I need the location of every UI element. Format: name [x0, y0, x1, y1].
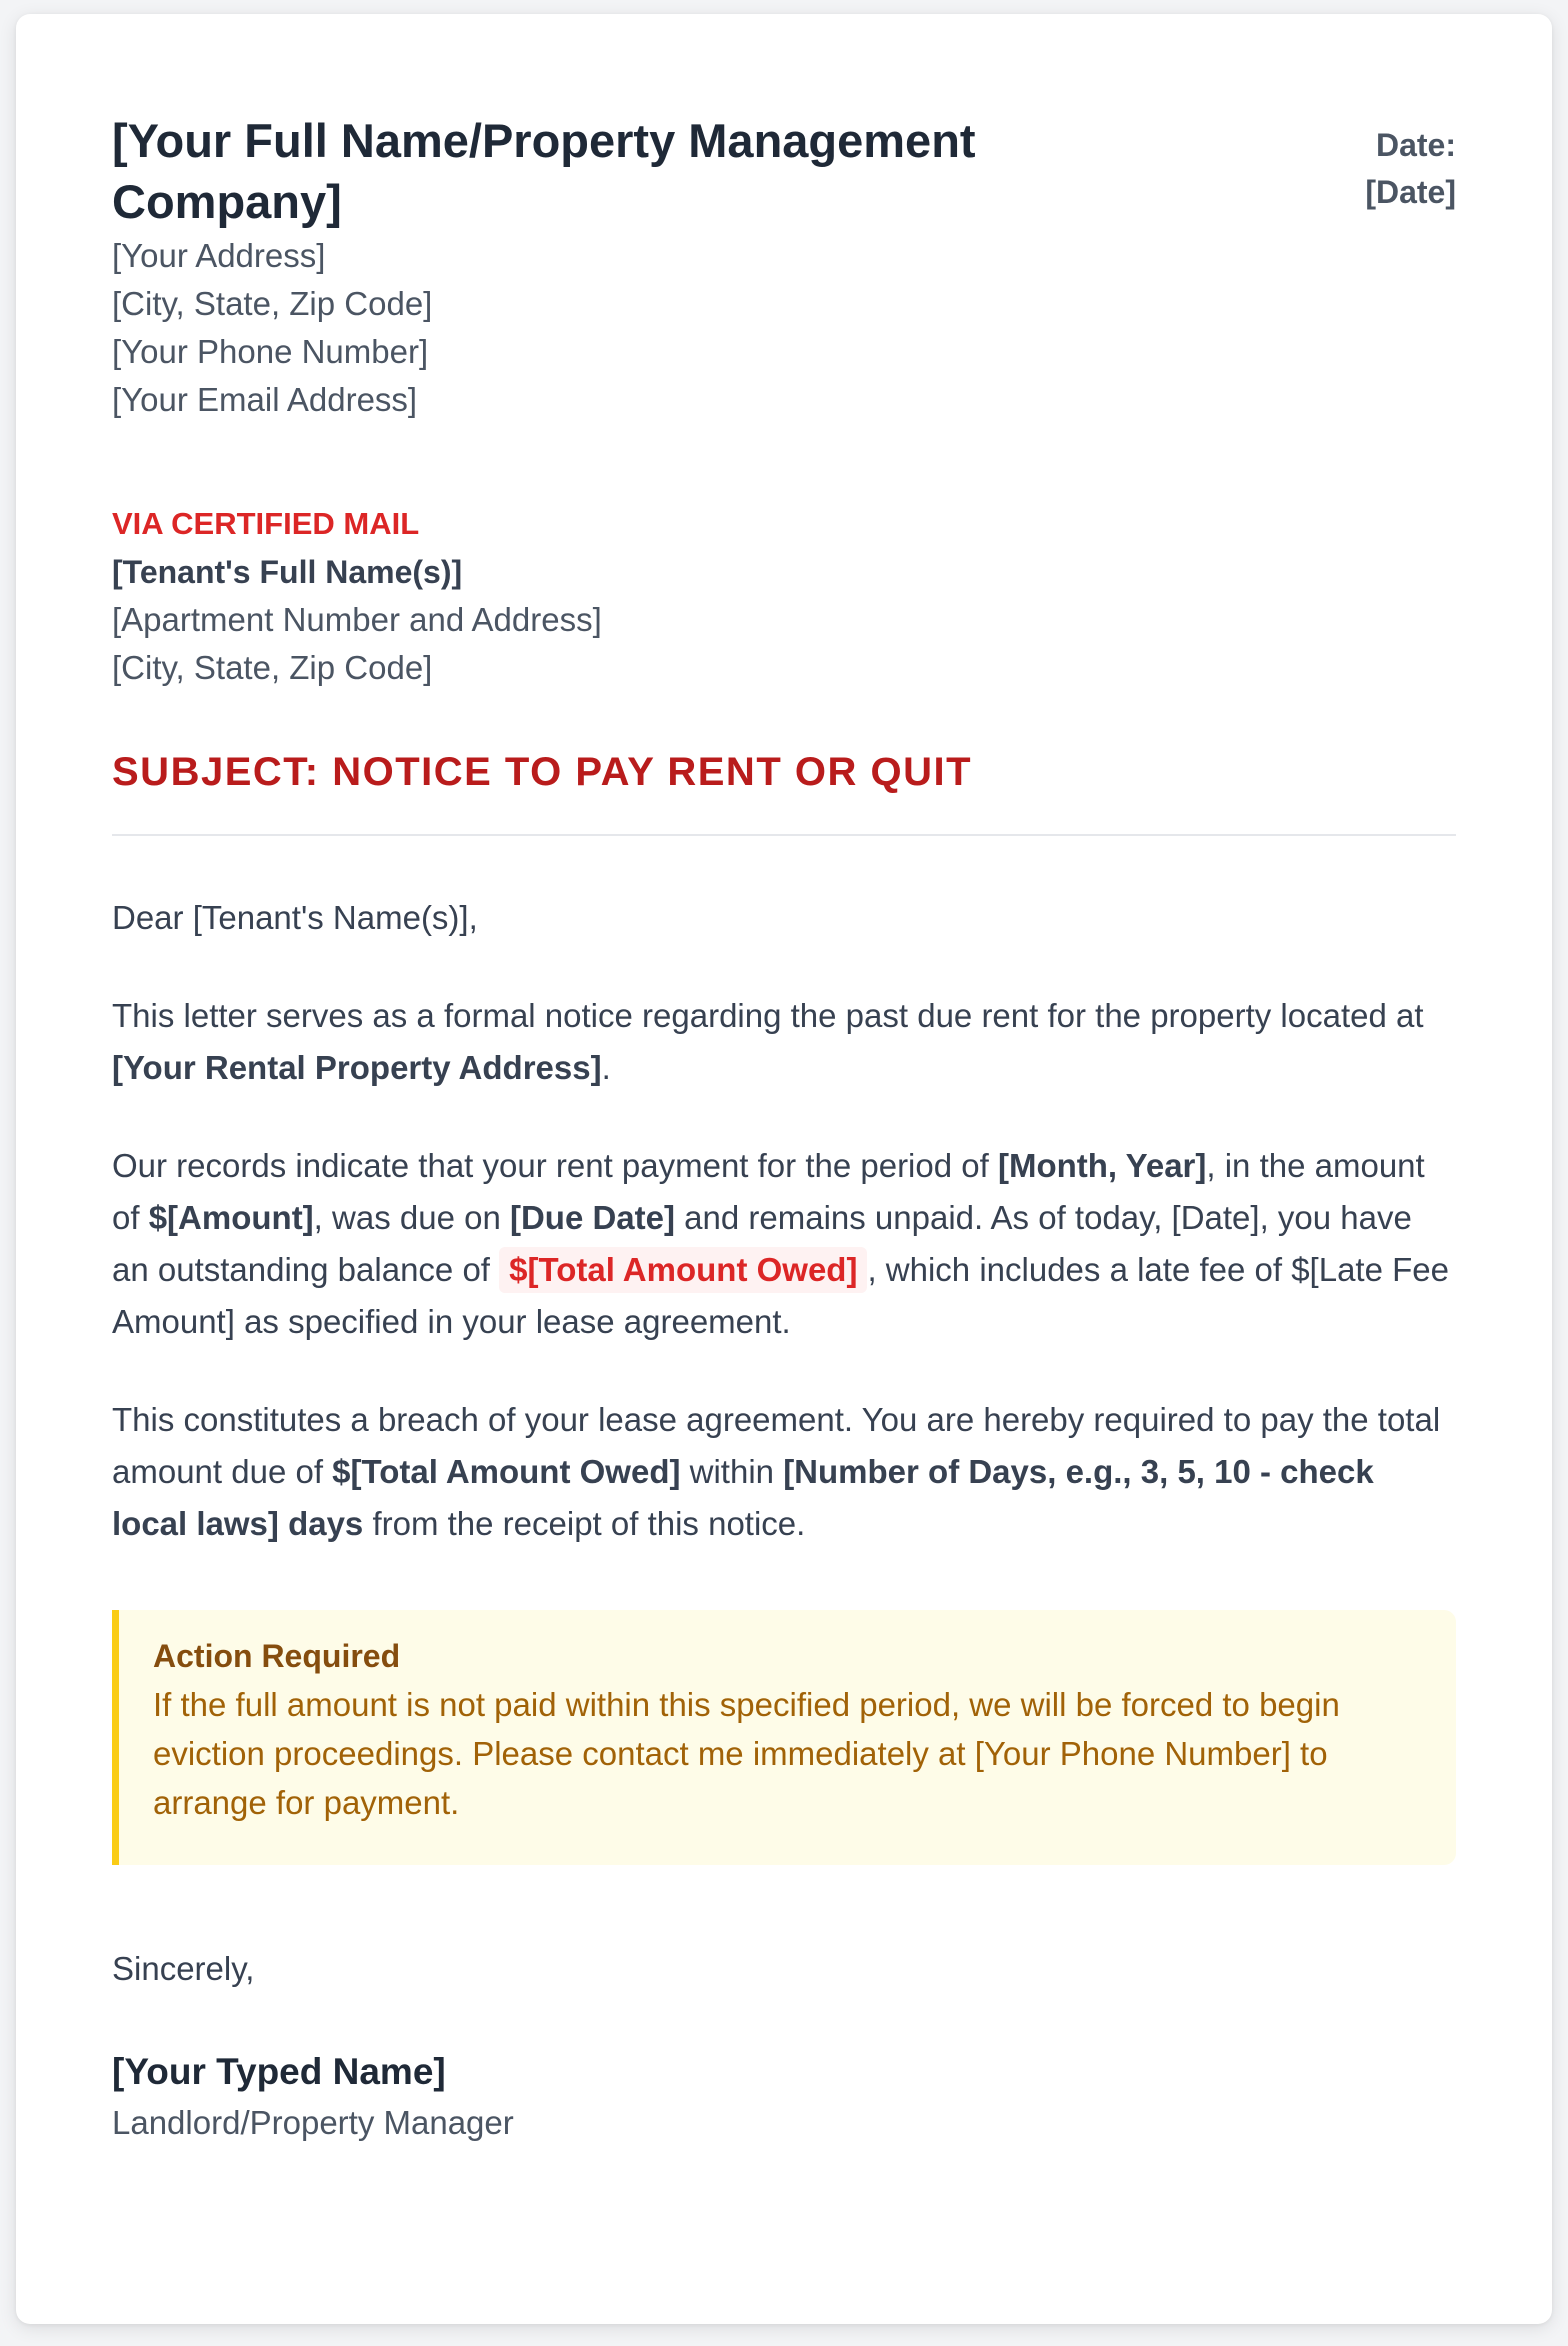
tenant-address: [Apartment Number and Address] [112, 601, 602, 638]
total-owed-highlight: $[Total Amount Owed] [499, 1247, 867, 1293]
paragraph-property [112, 990, 1456, 1094]
p3-text-a: This constitutes a breach of your lease agreement. You are hereby required to pay the total amount due of [112, 1401, 1441, 1490]
p3-text-c: from the receipt of this notice. [363, 1505, 806, 1542]
recipient-block [112, 500, 1456, 692]
action-required-alert [112, 1610, 1456, 1865]
p3-text-b: within [680, 1453, 784, 1490]
due-date: [Due Date] [509, 1199, 675, 1236]
sender-name: [Your Full Name/Property Management Company] [112, 114, 976, 228]
sender-block [112, 110, 1112, 424]
signer-title: Landlord/Property Manager [112, 2104, 514, 2141]
p2-text-e: , which includes a late fee of $[Late Fee Amount] as specified in your lease agreement. [112, 1251, 1449, 1340]
rent-amount: $[Amount] [148, 1199, 314, 1236]
alert-title: Action Required [153, 1638, 401, 1674]
rent-period: [Month, Year] [997, 1147, 1207, 1184]
p1-text-b: . [601, 1049, 611, 1086]
sender-email: [Your Email Address] [112, 381, 418, 418]
date-value: [Date] [1365, 174, 1456, 210]
subject-heading: SUBJECT: NOTICE TO PAY RENT OR QUIT [112, 744, 1456, 836]
total-owed: $[Total Amount Owed] [332, 1453, 681, 1490]
greeting: Dear [Tenant's Name(s)], [112, 899, 478, 936]
tenant-city-state-zip: [City, State, Zip Code] [112, 649, 433, 686]
p2-text-b: , in the amount of [112, 1147, 1425, 1236]
date-block [1365, 122, 1456, 216]
letter-card [16, 14, 1552, 2324]
sender-city-state-zip: [City, State, Zip Code] [112, 285, 433, 322]
letter-header [112, 110, 1456, 424]
signer-name: [Your Typed Name] [112, 2051, 446, 2092]
property-address: [Your Rental Property Address] [112, 1049, 602, 1086]
letter-body [112, 892, 1456, 1550]
p2-text-d: and remains unpaid. As of today, [Date], you have an outstanding balance of [112, 1199, 1412, 1288]
paragraph-demand [112, 1394, 1456, 1550]
p1-text-a: This letter serves as a formal notice regarding the past due rent for the property located at [112, 997, 1424, 1034]
delivery-method: VIA CERTIFIED MAIL [112, 506, 420, 541]
days-to-pay: [Number of Days, e.g., 3, 5, 10 - check local laws] days [112, 1453, 1374, 1542]
tenant-name: [Tenant's Full Name(s)] [112, 554, 463, 590]
alert-text: If the full amount is not paid within this specified period, we will be forced to begin eviction proceedings. Please contact me immediately at [Your Phone Number] to arrange for payment. [153, 1686, 1340, 1821]
p2-text-a: Our records indicate that your rent payment for the period of [112, 1147, 998, 1184]
p2-text-c: , was due on [313, 1199, 510, 1236]
date-label: Date: [1375, 127, 1456, 163]
closing: Sincerely, [112, 1950, 255, 1987]
sender-address: [Your Address] [112, 237, 326, 274]
sender-phone: [Your Phone Number] [112, 333, 429, 370]
paragraph-balance [112, 1140, 1456, 1348]
